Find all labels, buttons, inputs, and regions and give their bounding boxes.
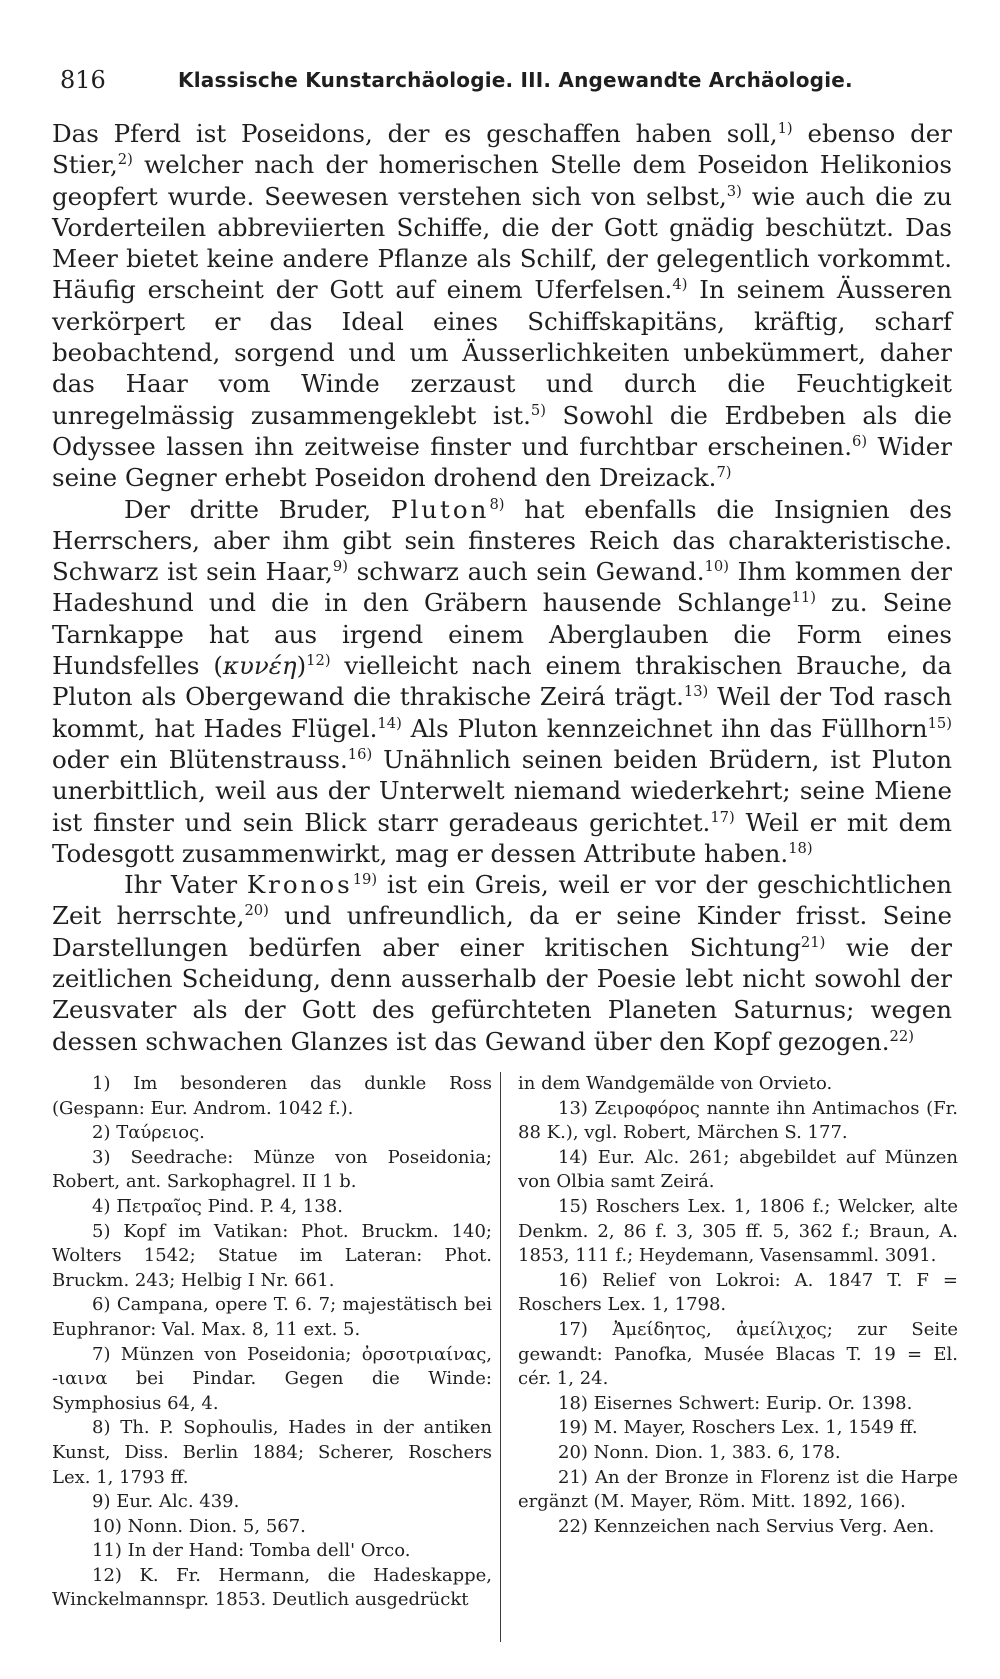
- main-text: [52, 118, 952, 1057]
- footnote: 8) Th. P. Sophoulis, Hades in der antiken Kunst, Diss. Berlin 1884; Scherer, Roschers Lex. 1, 1793 ff.: [52, 1417, 492, 1488]
- footnote: 19) M. Mayer, Roschers Lex. 1, 1549 ff.: [558, 1417, 918, 1439]
- spaced-name: Pluton: [390, 494, 490, 524]
- footnote-ref[interactable]: 11): [791, 589, 816, 607]
- footnote: 11) In der Hand: Tomba dell' Orco.: [92, 1540, 411, 1562]
- footnote-ref[interactable]: 17): [710, 808, 735, 826]
- footnote: 18) Eisernes Schwert: Eurip. Or. 1398.: [558, 1392, 913, 1414]
- spaced-name: Kronos: [246, 870, 353, 900]
- footnote: 1) Im besonderen das dunkle Ross (Gespann: Eur. Androm. 1042 f.).: [52, 1073, 492, 1119]
- footnote: 4) Πετραῖος Pind. P. 4, 138.: [92, 1195, 343, 1217]
- footnote: 7) Münzen von Poseidonia; ὀρσοτριαίνας, -ιαινα bei Pindar. Gegen die Winde: Symphosius 64, 4.: [52, 1343, 492, 1414]
- footnote-ref[interactable]: 7): [716, 464, 732, 482]
- footnote: 16) Relief von Lokroi: A. 1847 T. F = Roschers Lex. 1, 1798.: [518, 1269, 958, 1316]
- footnote-ref[interactable]: 4): [672, 276, 688, 294]
- footnote-ref[interactable]: 8): [489, 495, 505, 513]
- footnote: 14) Eur. Alc. 261; abgebildet auf Münzen von Olbia samt Zeirá.: [518, 1146, 958, 1193]
- footnote-ref[interactable]: 2): [117, 151, 133, 169]
- footnote-ref[interactable]: 9): [332, 558, 348, 575]
- column-divider: [500, 1072, 501, 1642]
- footnote-continuation: in dem Wandgemälde von Orvieto.: [518, 1073, 833, 1094]
- footnote: 10) Nonn. Dion. 5, 567.: [92, 1515, 306, 1537]
- footnotes-left-column: [52, 1072, 492, 1613]
- footnote-ref[interactable]: 13): [683, 683, 709, 701]
- footnotes-right-column: [518, 1072, 958, 1539]
- footnote-ref[interactable]: 20): [244, 902, 269, 920]
- footnote-ref[interactable]: 6): [851, 432, 868, 450]
- footnote: 20) Nonn. Dion. 1, 383. 6, 178.: [558, 1441, 841, 1463]
- footnote-ref[interactable]: 5): [530, 401, 546, 419]
- footnote-ref[interactable]: 19): [352, 870, 378, 888]
- footnote-ref[interactable]: 14): [377, 714, 402, 732]
- greek-word: κυνέη: [222, 651, 297, 681]
- footnote: 9) Eur. Alc. 439.: [92, 1491, 240, 1513]
- footnote: 17) Ἀμείδητος, ἀμείλιχος; zur Seite gewandt: Panofka, Musée Blacas T. 19 = El. cér. 1, 24.: [518, 1318, 958, 1390]
- footnote-ref[interactable]: 3): [726, 182, 742, 200]
- page-number: 816: [60, 66, 106, 94]
- footnote-ref[interactable]: 21): [800, 933, 826, 951]
- footnote: 22) Kennzeichen nach Servius Verg. Aen.: [558, 1515, 935, 1537]
- paragraph-poseidon: Das Pferd ist Poseidons, der es geschaffen haben soll,$^{1)}$ ebenso der Stier,$^{2)}$ welcher nach der homerischen Stelle dem Poseidon Helikonios geopfert wurde. Seewesen verstehen sich von selbst,$^{3)}$ wie auch die zu Vorderteilen abbreviierten Schiffe, die der Gott gnädig beschützt. Das Meer bietet keine andere Pflanze als Schilf, der gelegentlich vorkommt. Häufig erscheint der Gott auf einem Uferfelsen.$^{4)}$ In seinem Äusseren verkörpert er das Ideal eines Schiffskapitäns, kräftig, scharf beobachtend, sorgend und um Äusserlichkeiten unbekümmert, daher das Haar vom Winde zerzaust und durch die Feuchtigkeit unregelmässig zusammengeklebt ist.$^{5)}$ Sowohl die Erdbeben als die Odyssee lassen ihn zeitweise finster und furchtbar erscheinen.$^{6)}$ Wider seine Gegner erhebt Poseidon drohend den Dreizack.$^{7)}$: [52, 119, 952, 493]
- footnote-ref[interactable]: 12): [306, 651, 331, 669]
- footnote-ref[interactable]: 1): [777, 119, 793, 137]
- footnote: 13) Ζειροφόρος nannte ihn Antimachos (Fr. 88 K.), vgl. Robert, Märchen S. 177.: [518, 1097, 958, 1144]
- footnote: 21) An der Bronze in Florenz ist die Harpe ergänzt (M. Mayer, Röm. Mitt. 1892, 166).: [518, 1466, 958, 1513]
- footnote: 12) K. Fr. Hermann, die Hadeskappe, Winckelmannspr. 1853. Deutlich ausgedrückt: [52, 1564, 492, 1611]
- running-title: Klassische Kunstarchäologie. III. Angewandte Archäologie.: [178, 68, 853, 92]
- footnote-ref[interactable]: 16): [347, 745, 373, 763]
- footnote: 5) Kopf im Vatikan: Phot. Bruckm. 140; Wolters 1542; Statue im Lateran: Phot. Bruckm. 243; Helbig I Nr. 661.: [52, 1220, 492, 1291]
- footnote: 6) Campana, opere T. 6. 7; majestätisch bei Euphranor: Val. Max. 8, 11 ext. 5.: [52, 1294, 492, 1340]
- footnote: 15) Roschers Lex. 1, 1806 f.; Welcker, alte Denkm. 2, 86 f. 3, 305 ff. 5, 362 f.; Braun, A. 1853, 111 f.; Heydemann, Vasensamml. 3091.: [518, 1195, 958, 1267]
- footnote-ref[interactable]: 22): [889, 1027, 914, 1045]
- page-header: [60, 60, 960, 96]
- footnote-ref[interactable]: 15): [927, 714, 952, 732]
- footnote-ref[interactable]: 18): [788, 839, 813, 857]
- footnote: 3) Seedrache: Münze von Poseidonia; Robert, ant. Sarkophagrel. II 1 b.: [52, 1146, 492, 1193]
- paragraph-kronos: Ihr Vater Kronos$^{19)}$ ist ein Greis, weil er vor der geschichtlichen Zeit herrschte,$^{20)}$ und unfreundlich, da er seine Kinder frisst. Seine Darstellungen bedürfen aber einer kritischen Sichtung$^{21)}$ wie der zeitlichen Scheidung, denn ausserhalb der Poesie lebt nicht sowohl der Zeusvater als der Gott des gefürchteten Planeten Saturnus; wegen dessen schwachen Glanzes ist das Gewand über den Kopf gezogen.$^{22)}$: [52, 870, 952, 1056]
- footnote: 2) Ταύρειος.: [92, 1122, 205, 1144]
- footnote-ref[interactable]: 10): [704, 558, 729, 575]
- paragraph-pluton: Der dritte Bruder, Pluton$^{8)}$ hat ebenfalls die Insignien des Herrschers, aber ihm gibt sein finsteres Reich das charakteristische. Schwarz ist sein Haar,$^{9)}$ schwarz auch sein Gewand.$^{10)}$ Ihm kommen der Hadeshund und die in den Gräbern hausende Schlange$^{11)}$ zu. Seine Tarnkappe hat aus irgend einem Aberglauben die Form eines Hundsfelles $(\kappa\upsilon\nu έ\eta)^{12)}$ vielleicht nach einem thrakischen Brauche, da Pluton als Obergewand die thrakische Zeirá trägt.$^{13)}$ Weil der Tod rasch kommt, hat Hades Flügel.$^{14)}$ Als Pluton kennzeichnet ihn das Füllhorn$^{15)}$ oder ein Blütenstrauss.$^{16)}$ Unähnlich seinen beiden Brüdern, ist Pluton unerbittlich, weil aus der Unterwelt niemand wiederkehrt; seine Miene ist finster und sein Blick starr geradeaus gerichtet.$^{17)}$ Weil er mit dem Todesgott zusammenwirkt, mag er dessen Attribute haben.$^{18)}$: [52, 494, 952, 868]
